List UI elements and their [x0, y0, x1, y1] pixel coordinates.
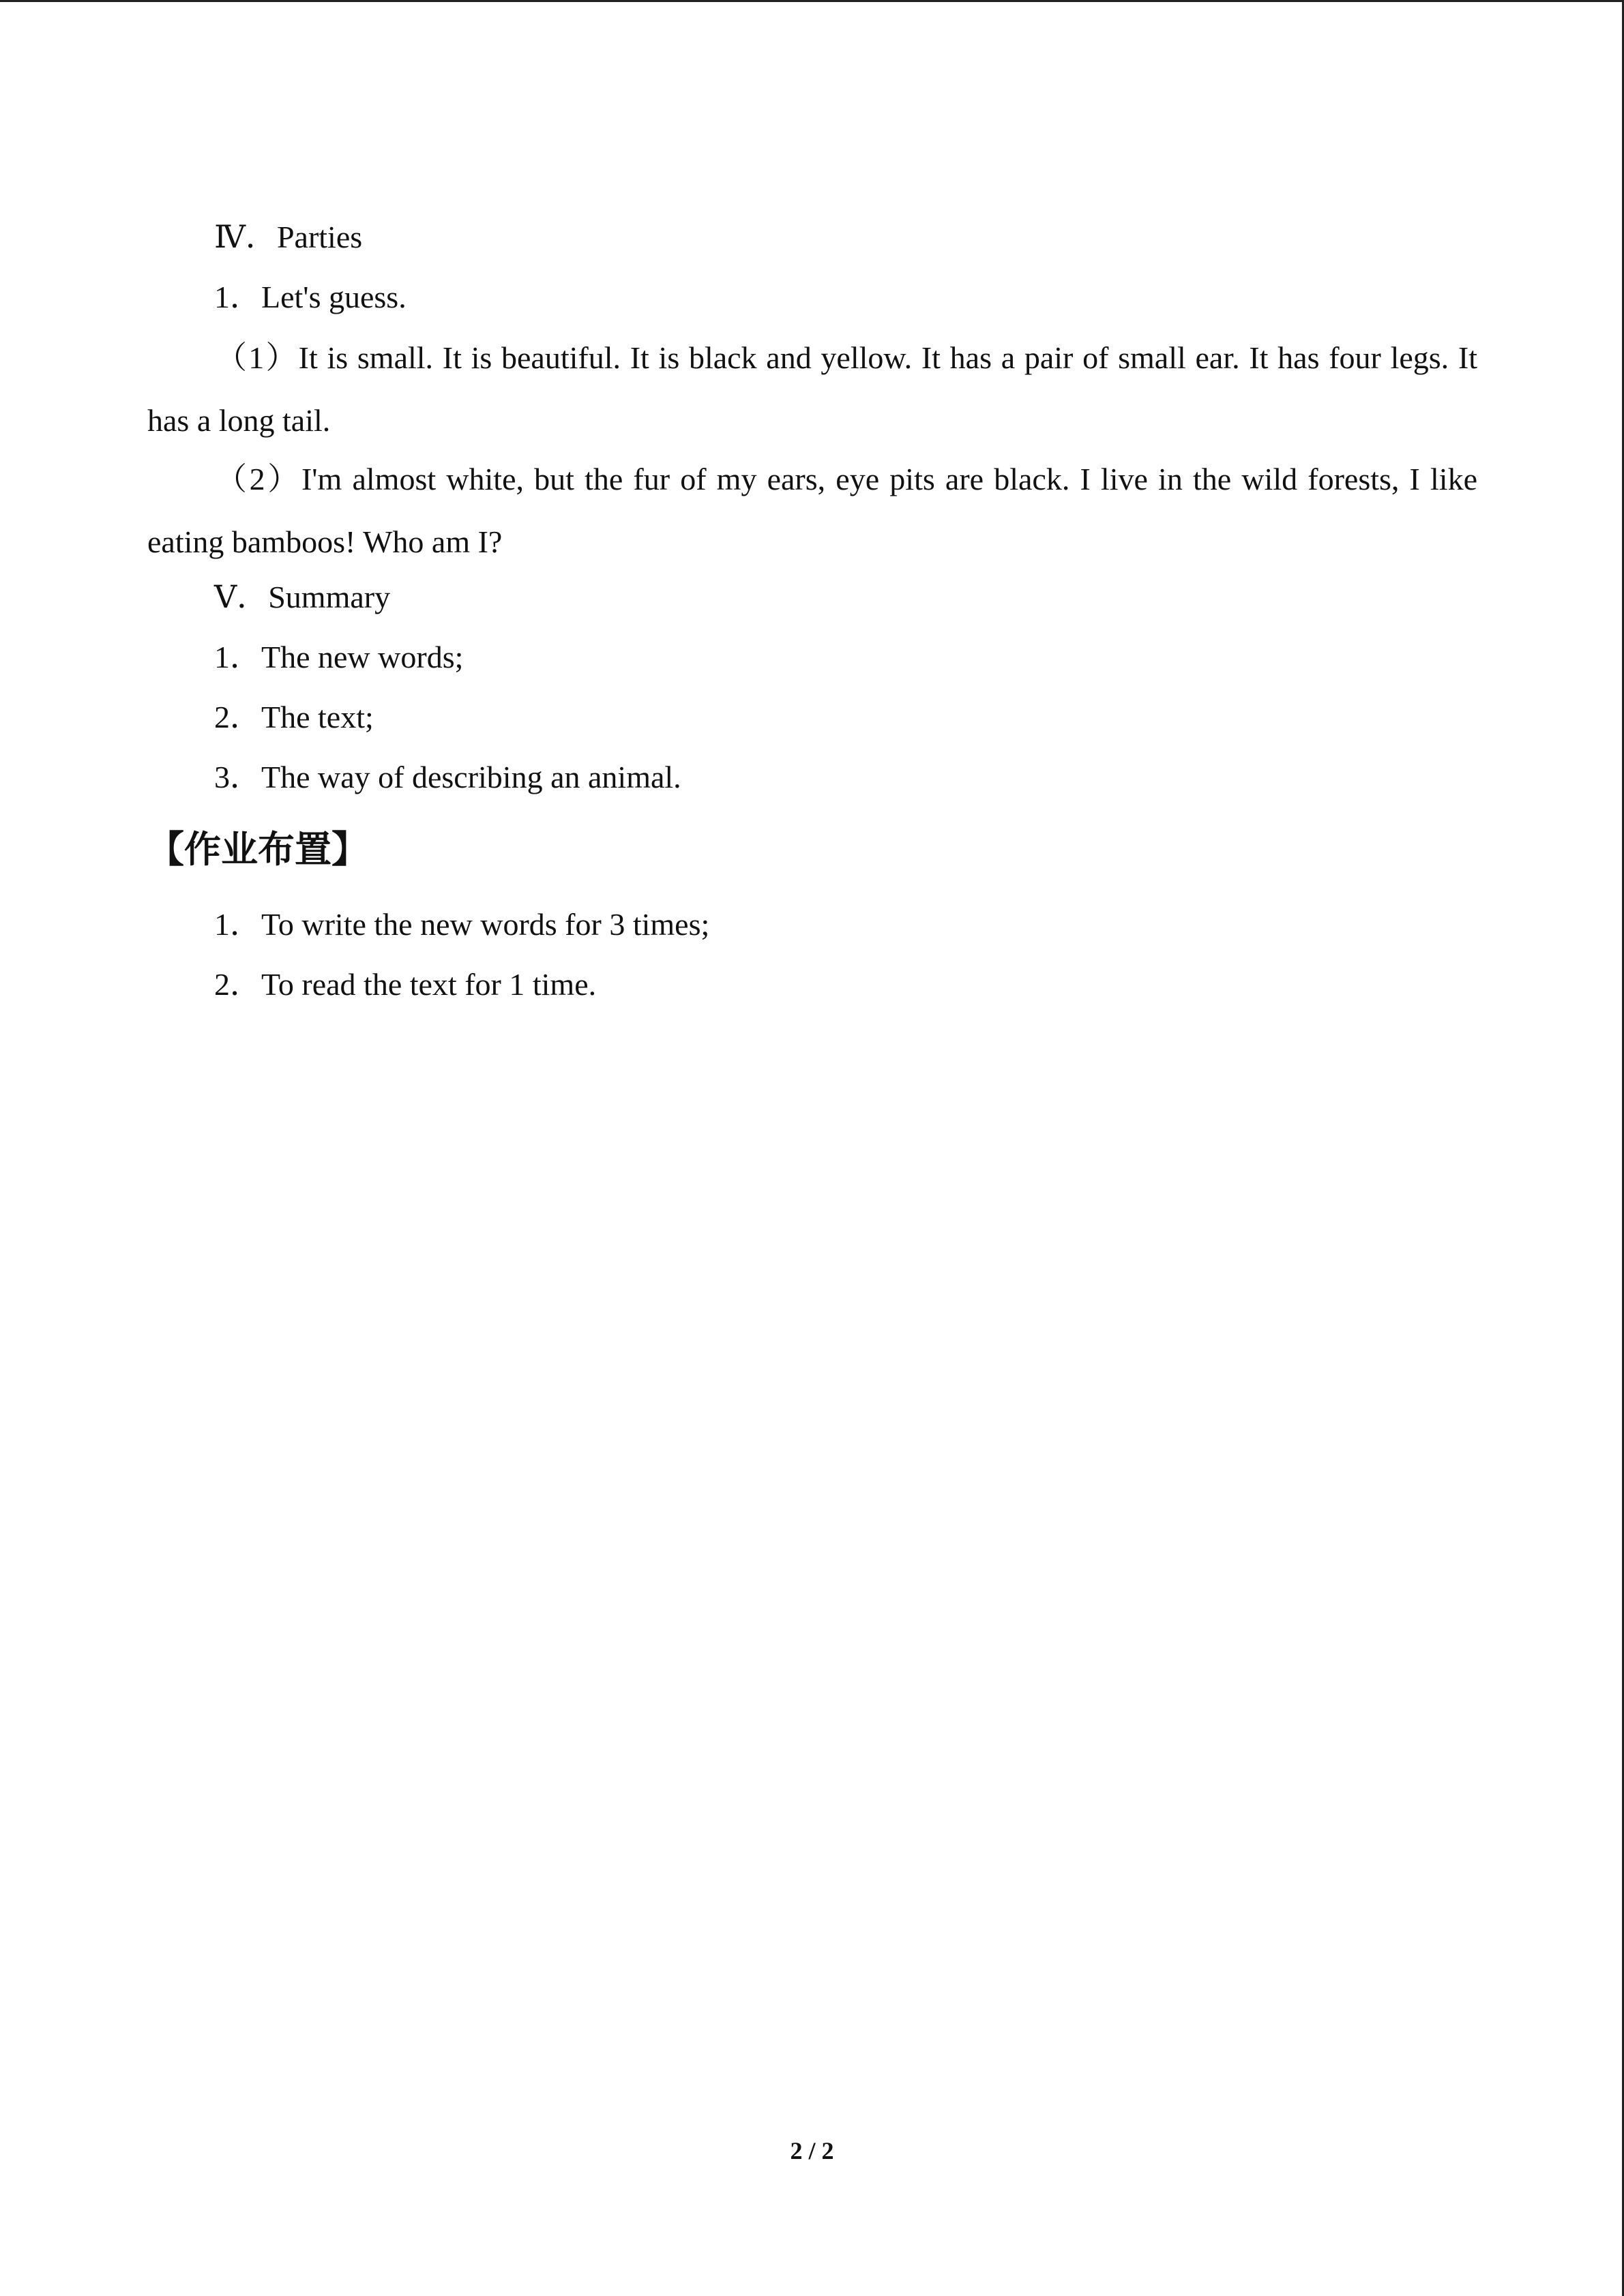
page-number: 2 / 2	[790, 2137, 834, 2164]
section-5-heading: Ⅴ．Summary	[214, 580, 391, 614]
homework-item-1: 1．To write the new words for 3 times;	[214, 907, 710, 942]
summary-item-2: 2．The text;	[214, 700, 374, 734]
riddle-2-paragraph: （2）I'm almost white, but the fur of my ears, eye pits are black. I live in the wild forests, I like eating bamboos! Who am I?	[147, 462, 1477, 559]
section-4-heading: Ⅳ．Parties	[214, 220, 363, 254]
homework-heading: 【作业布置】	[147, 828, 368, 871]
section-4-item-1: 1．Let's guess.	[214, 280, 407, 314]
summary-item-3: 3．The way of describing an animal.	[214, 760, 681, 794]
riddle-1-paragraph: （1）It is small. It is beautiful. It is black and yellow. It has a pair of small ear. It has four legs. It has a long tail.	[147, 340, 1477, 438]
summary-item-1: 1．The new words;	[214, 640, 464, 674]
homework-item-2: 2．To read the text for 1 time.	[214, 967, 597, 1002]
